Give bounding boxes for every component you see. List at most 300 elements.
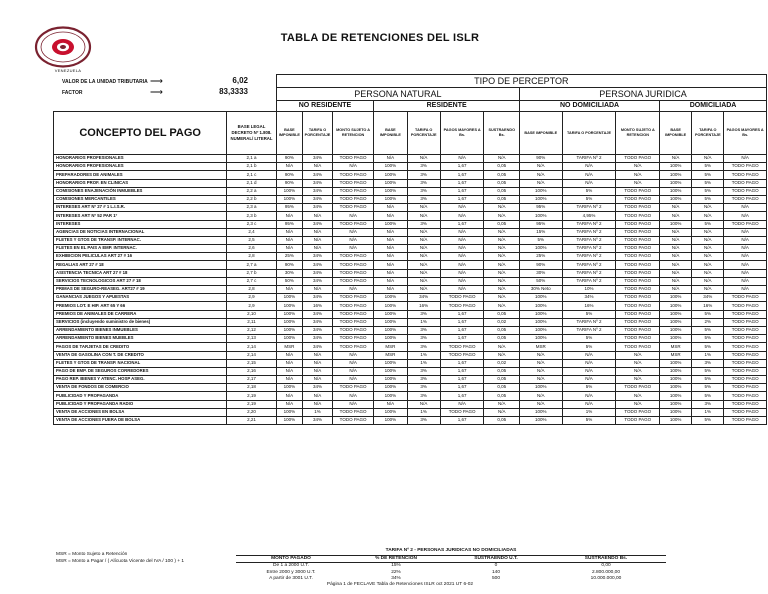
base-legal-cell: 2,9 — [227, 294, 276, 302]
value-cell: TODO PAGO — [724, 179, 767, 187]
concept-cell: VENTA DE FONDOS DE COMERCIO — [54, 384, 227, 392]
concept-cell: ASISTENCIA TECNICA ART 27 # 18 — [54, 269, 227, 277]
value-cell: TODO PAGO — [440, 343, 484, 351]
value-cell: N/A — [724, 286, 767, 294]
value-cell: N/A — [440, 269, 484, 277]
base-legal-cell: 2,2 a — [227, 187, 276, 195]
value-cell: N/A — [562, 376, 616, 384]
value-cell: TODO PAGO — [332, 220, 373, 228]
value-cell: 100% — [520, 187, 562, 195]
value-cell: 1,67 — [440, 195, 484, 203]
base-legal-cell: 2,7 a — [227, 261, 276, 269]
value-cell: N/A — [440, 400, 484, 408]
table-row — [54, 417, 767, 425]
value-cell: 0,05 — [484, 179, 520, 187]
value-cell: 100% — [660, 310, 692, 318]
value-cell: 95% — [520, 220, 562, 228]
base-legal-cell: 2,7 c — [227, 277, 276, 285]
value-cell: N/A — [562, 359, 616, 367]
col-header: TARIFA O PORCENTAJE — [692, 112, 724, 155]
value-cell: N/A — [692, 155, 724, 163]
value-cell: N/A — [660, 236, 692, 244]
value-cell: N/A — [660, 253, 692, 261]
value-cell: 0,05 — [484, 367, 520, 375]
table-row — [54, 171, 767, 179]
value-cell: 100% — [276, 187, 302, 195]
base-legal-cell: 2,18 — [227, 384, 276, 392]
value-cell: 0,05 — [484, 335, 520, 343]
value-cell: N/A — [692, 245, 724, 253]
value-cell: N/A — [276, 392, 302, 400]
value-cell: 16% — [692, 302, 724, 310]
value-cell: N/A — [440, 204, 484, 212]
value-cell: N/A — [692, 212, 724, 220]
value-cell: N/A — [484, 351, 520, 359]
value-cell: 34% — [303, 269, 333, 277]
value-cell: N/A — [562, 367, 616, 375]
base-legal-cell: 2,14 — [227, 343, 276, 351]
value-cell: N/A — [692, 269, 724, 277]
value-cell: N/A — [724, 155, 767, 163]
value-cell: N/A — [660, 245, 692, 253]
value-cell: N/A — [692, 286, 724, 294]
value-cell: 100% — [276, 294, 302, 302]
value-cell: 3% — [692, 400, 724, 408]
value-cell: N/A — [660, 269, 692, 277]
value-cell: 100% — [374, 171, 407, 179]
value-cell: N/A — [332, 392, 373, 400]
value-cell: TODO PAGO — [724, 417, 767, 425]
value-cell: 5% — [692, 384, 724, 392]
value-cell: TODO PAGO — [724, 171, 767, 179]
value-cell: 100% — [276, 417, 302, 425]
value-cell: TODO PAGO — [724, 351, 767, 359]
value-cell: N/A — [660, 204, 692, 212]
value-cell: N/A — [440, 228, 484, 236]
value-cell: N/A — [407, 400, 440, 408]
table-row — [54, 212, 767, 220]
value-cell: N/A — [276, 367, 302, 375]
value-cell: TARIFA Nº 2 — [562, 228, 616, 236]
table-row — [54, 286, 767, 294]
factor-arrow: ⟶ — [150, 87, 163, 97]
value-cell: TARIFA Nº 2 — [562, 155, 616, 163]
value-cell: 34% — [303, 318, 333, 326]
value-cell: 100% — [374, 376, 407, 384]
value-cell: 90% — [520, 155, 562, 163]
value-cell: N/A — [276, 236, 302, 244]
value-cell: 1% — [407, 359, 440, 367]
ut-value: 6,02 — [232, 76, 248, 85]
value-cell: 100% — [374, 392, 407, 400]
ut-arrow: ⟶ — [150, 76, 163, 86]
table-row — [54, 187, 767, 195]
value-cell: MSR — [374, 343, 407, 351]
value-cell: N/A — [407, 155, 440, 163]
value-cell: 90% — [276, 179, 302, 187]
no-residente-header: NO RESIDENTE — [276, 101, 374, 112]
value-cell: N/A — [660, 286, 692, 294]
concept-cell: VENTA DE GASOLINA CON T. DE CREDITO — [54, 351, 227, 359]
concept-cell: HONORARIOS PROFESIONALES — [54, 155, 227, 163]
table-row — [54, 310, 767, 318]
value-cell: N/A — [616, 376, 660, 384]
value-cell: 100% — [660, 384, 692, 392]
value-cell: 1,67 — [440, 171, 484, 179]
value-cell: N/A — [407, 228, 440, 236]
value-cell: TODO PAGO — [332, 155, 373, 163]
value-cell: TODO PAGO — [332, 318, 373, 326]
value-cell: 50% — [276, 277, 302, 285]
value-cell: 5% — [692, 310, 724, 318]
value-cell: 5% — [692, 195, 724, 203]
value-cell: 100% — [660, 294, 692, 302]
value-cell: N/A — [724, 253, 767, 261]
value-cell: TODO PAGO — [616, 212, 660, 220]
base-legal-cell: 2,5 — [227, 236, 276, 244]
value-cell: TODO PAGO — [724, 302, 767, 310]
value-cell: N/A — [562, 400, 616, 408]
value-cell: TARIFA Nº 2 — [562, 220, 616, 228]
value-cell: 5% — [692, 367, 724, 375]
value-cell: N/A — [520, 171, 562, 179]
value-cell: N/A — [692, 236, 724, 244]
value-cell: 34% — [303, 384, 333, 392]
value-cell: N/A — [660, 261, 692, 269]
value-cell: 100% — [520, 326, 562, 334]
tarifa-cell: Entre 2000 y 3000 U.T. — [266, 569, 316, 575]
value-cell: 95% — [276, 204, 302, 212]
col-header: MONTO SUJETO A RETENCION — [332, 112, 373, 155]
value-cell: N/A — [692, 253, 724, 261]
value-cell: N/A — [332, 212, 373, 220]
page-title: TABLA DE RETENCIONES DEL ISLR — [280, 32, 480, 44]
value-cell: 100% — [374, 179, 407, 187]
value-cell: 3% — [407, 343, 440, 351]
base-legal-cell: 2,8 — [227, 286, 276, 294]
value-cell: N/A — [520, 179, 562, 187]
value-cell: TODO PAGO — [332, 261, 373, 269]
table-row — [54, 245, 767, 253]
value-cell: N/A — [374, 236, 407, 244]
value-cell: 95% — [276, 220, 302, 228]
value-cell: N/A — [407, 269, 440, 277]
residente-header: RESIDENTE — [374, 101, 520, 112]
value-cell: N/A — [303, 400, 333, 408]
value-cell: N/A — [303, 228, 333, 236]
concept-cell: PUBLICIDAD Y PROPAGANDA RADIO — [54, 400, 227, 408]
value-cell: N/A — [616, 171, 660, 179]
value-cell: MSR — [660, 343, 692, 351]
value-cell: N/A — [724, 212, 767, 220]
value-cell: N/A — [276, 286, 302, 294]
table-row — [54, 384, 767, 392]
value-cell: 100% — [520, 294, 562, 302]
value-cell: 34% — [692, 294, 724, 302]
value-cell: 30% — [276, 269, 302, 277]
value-cell: N/A — [520, 163, 562, 171]
value-cell: N/A — [484, 269, 520, 277]
no-domiciliada-header: NO DOMICILIADA — [520, 101, 660, 112]
value-cell: 100% — [374, 302, 407, 310]
seal-logo — [34, 26, 92, 68]
value-cell: 1,67 — [440, 179, 484, 187]
value-cell: N/A — [562, 171, 616, 179]
factor-value: 83,3333 — [219, 87, 248, 96]
table-row — [54, 302, 767, 310]
base-legal-cell: 2,2 b — [227, 195, 276, 203]
value-cell: 0,05 — [484, 392, 520, 400]
value-cell: TODO PAGO — [440, 408, 484, 416]
value-cell: 0,05 — [484, 220, 520, 228]
value-cell: N/A — [484, 400, 520, 408]
value-cell: N/A — [692, 277, 724, 285]
value-cell: 100% — [520, 335, 562, 343]
base-legal-cell: 2,19 — [227, 400, 276, 408]
value-cell: N/A — [374, 204, 407, 212]
concept-cell: INTERESES ART Nº 27 # 1 L.I.S.R. — [54, 204, 227, 212]
value-cell: 34% — [303, 310, 333, 318]
value-cell: 3% — [407, 179, 440, 187]
logo-caption: VENEZUELA — [54, 68, 82, 73]
concept-cell: HONORARIOS PROFESIONALES — [54, 163, 227, 171]
value-cell: TODO PAGO — [724, 294, 767, 302]
value-cell: TARIFA Nº 2 — [562, 245, 616, 253]
value-cell: TARIFA Nº 2 — [562, 236, 616, 244]
value-cell: 2% — [692, 318, 724, 326]
value-cell: 100% — [660, 195, 692, 203]
value-cell: 0,05 — [484, 326, 520, 334]
col-header: PAGOS MAYORES A Bs. — [440, 112, 484, 155]
value-cell: TODO PAGO — [616, 384, 660, 392]
value-cell: TODO PAGO — [616, 236, 660, 244]
tarifa-cell: 10.000.000,00 — [590, 576, 622, 581]
value-cell: N/A — [616, 351, 660, 359]
table-row — [54, 343, 767, 351]
table-row — [54, 163, 767, 171]
value-cell: TODO PAGO — [616, 253, 660, 261]
base-legal-cell: 2,16 — [227, 367, 276, 375]
value-cell: TODO PAGO — [616, 195, 660, 203]
concept-cell: ARRENDAMIENTO BIENES INMUEBLES — [54, 326, 227, 334]
value-cell: 100% — [276, 310, 302, 318]
value-cell: 1,67 — [440, 392, 484, 400]
value-cell: 34% — [562, 294, 616, 302]
value-cell: N/A — [484, 155, 520, 163]
value-cell: N/A — [616, 359, 660, 367]
value-cell: TODO PAGO — [724, 343, 767, 351]
table-row — [54, 204, 767, 212]
value-cell: 100% — [374, 294, 407, 302]
value-cell: TODO PAGO — [440, 351, 484, 359]
value-cell: 100% — [660, 302, 692, 310]
value-cell: 3% — [407, 187, 440, 195]
tarifa-cell: 2.800.000,00 — [591, 569, 620, 575]
value-cell: MSR — [276, 343, 302, 351]
concept-cell: REGALIAS ART 27 # 18 — [54, 261, 227, 269]
col-header: MONTO SUJETO A RETENCION — [616, 112, 660, 155]
value-cell: N/A — [484, 212, 520, 220]
value-cell: 100% — [276, 302, 302, 310]
value-cell: N/A — [407, 286, 440, 294]
base-legal-cell: 2,3 c — [227, 220, 276, 228]
ut-label: VALOR DE LA UNIDAD TRIBUTARIA — [62, 79, 148, 85]
concept-cell: FLETES Y GTOS DE TRANSP. NACIONAL — [54, 359, 227, 367]
value-cell: 16% — [562, 302, 616, 310]
value-cell: TODO PAGO — [616, 335, 660, 343]
value-cell: 3% — [407, 310, 440, 318]
value-cell: N/A — [484, 253, 520, 261]
value-cell: 100% — [374, 408, 407, 416]
tarifa-cell: 34% — [391, 576, 401, 581]
base-legal-cell: 2,15 — [227, 359, 276, 367]
value-cell: 5% — [692, 220, 724, 228]
value-cell: 1,67 — [440, 367, 484, 375]
value-cell: TODO PAGO — [616, 318, 660, 326]
value-cell: N/A — [407, 204, 440, 212]
table-row — [54, 195, 767, 203]
table-row — [54, 359, 767, 367]
table-row — [54, 261, 767, 269]
value-cell: 1% — [692, 408, 724, 416]
value-cell: 100% — [374, 367, 407, 375]
table-row — [54, 253, 767, 261]
value-cell: 34% — [407, 294, 440, 302]
col-header: TARIFA O PORCENTAJE — [303, 112, 333, 155]
table-row — [54, 220, 767, 228]
value-cell: 100% — [660, 359, 692, 367]
value-cell: N/A — [484, 302, 520, 310]
value-cell: N/A — [724, 228, 767, 236]
persona-natural-header: PERSONA NATURAL — [276, 88, 519, 101]
base-legal-cell: 2,7 b — [227, 269, 276, 277]
value-cell: N/A — [303, 392, 333, 400]
value-cell: 100% — [660, 367, 692, 375]
base-legal-cell: 2,6 — [227, 245, 276, 253]
value-cell: 34% — [303, 155, 333, 163]
value-cell: 100% — [520, 310, 562, 318]
base-legal-cell: 2,1 b — [227, 163, 276, 171]
value-cell: TODO PAGO — [616, 408, 660, 416]
value-cell: N/A — [407, 236, 440, 244]
value-cell: 15% — [520, 228, 562, 236]
value-cell: N/A — [520, 367, 562, 375]
value-cell: 3% — [407, 220, 440, 228]
table-row — [54, 376, 767, 384]
legend-line: MSR = Monto a Pagar / ( Alícuota Vicente del IVA / 100 ) + 1 — [56, 559, 185, 564]
value-cell: 0,05 — [484, 384, 520, 392]
value-cell: N/A — [440, 253, 484, 261]
value-cell: N/A — [692, 261, 724, 269]
value-cell: N/A — [440, 155, 484, 163]
value-cell: 30% — [520, 269, 562, 277]
value-cell: N/A — [484, 228, 520, 236]
value-cell: 5% — [692, 187, 724, 195]
tarifa-cell: 140 — [491, 569, 500, 575]
value-cell: TODO PAGO — [724, 318, 767, 326]
value-cell: 100% — [520, 245, 562, 253]
value-cell: 1% — [692, 351, 724, 359]
value-cell: N/A — [332, 351, 373, 359]
base-legal-cell: 2,13 — [227, 335, 276, 343]
value-cell: N/A — [332, 400, 373, 408]
value-cell: 100% — [276, 384, 302, 392]
value-cell: TODO PAGO — [616, 277, 660, 285]
value-cell: 1,67 — [440, 376, 484, 384]
value-cell: 0,05 — [484, 187, 520, 195]
value-cell: N/A — [276, 359, 302, 367]
value-cell: 90% — [276, 155, 302, 163]
value-cell: 30% Neto — [520, 286, 562, 294]
value-cell: 0,05 — [484, 171, 520, 179]
value-cell: N/A — [332, 163, 373, 171]
table-row — [54, 155, 767, 163]
value-cell: 100% — [374, 187, 407, 195]
legend — [56, 551, 184, 565]
value-cell: 3% — [407, 163, 440, 171]
value-cell: N/A — [724, 277, 767, 285]
value-cell: TODO PAGO — [332, 302, 373, 310]
value-cell: 3% — [407, 367, 440, 375]
value-cell: TODO PAGO — [332, 335, 373, 343]
value-cell: N/A — [484, 294, 520, 302]
concept-cell: SERVICIOS (incluyendo suministro de bienes) — [54, 318, 227, 326]
value-cell: 1,67 — [440, 187, 484, 195]
value-cell: 100% — [660, 392, 692, 400]
value-cell: N/A — [660, 212, 692, 220]
value-cell: TODO PAGO — [724, 376, 767, 384]
value-cell: N/A — [440, 286, 484, 294]
value-cell: 5% — [562, 343, 616, 351]
value-cell: 34% — [303, 326, 333, 334]
value-cell: N/A — [484, 261, 520, 269]
value-cell: 100% — [374, 417, 407, 425]
concept-cell: PRIMAS DE SEGURO-REASEG. ART27 # 19 — [54, 286, 227, 294]
base-legal-cell: 2,1 c — [227, 171, 276, 179]
value-cell: 100% — [520, 318, 562, 326]
value-cell: 3% — [407, 392, 440, 400]
value-cell: TODO PAGO — [724, 359, 767, 367]
value-cell: MSR — [660, 351, 692, 359]
concept-cell: HONORARIOS PROF. EN CLINICAS — [54, 179, 227, 187]
factor-label: FACTOR — [62, 90, 83, 96]
persona-juridica-header: PERSONA JURIDICA — [520, 88, 767, 101]
base-legal-cell: 2,1 a — [227, 155, 276, 163]
value-cell: TODO PAGO — [332, 253, 373, 261]
value-cell: 5% — [562, 310, 616, 318]
value-cell: TARIFA Nº 2 — [562, 261, 616, 269]
legend-line: MSR = Monto Sujeto a Retención — [56, 552, 128, 557]
value-cell: 1,67 — [440, 220, 484, 228]
tarifa-header: % DE RETENCION — [346, 555, 446, 563]
value-cell: 3% — [407, 195, 440, 203]
concept-cell: PAGO REP. BIENES Y ATENC. HOSP ASEG. — [54, 376, 227, 384]
value-cell: N/A — [332, 286, 373, 294]
value-cell: 34% — [303, 294, 333, 302]
value-cell: TODO PAGO — [332, 171, 373, 179]
value-cell: N/A — [407, 277, 440, 285]
value-cell: N/A — [374, 155, 407, 163]
value-cell: N/A — [724, 245, 767, 253]
value-cell: 0,02 — [484, 318, 520, 326]
value-cell: 25% — [520, 253, 562, 261]
concept-cell: FLETES EN EL PAIS A EMP. INTERNAC. — [54, 245, 227, 253]
value-cell: N/A — [484, 286, 520, 294]
value-cell: N/A — [303, 286, 333, 294]
value-cell: N/A — [303, 163, 333, 171]
concept-cell: PAGOS DE TARJETAS DE CREDITO — [54, 343, 227, 351]
col-header: TARIFA O PORCENTAJE — [407, 112, 440, 155]
